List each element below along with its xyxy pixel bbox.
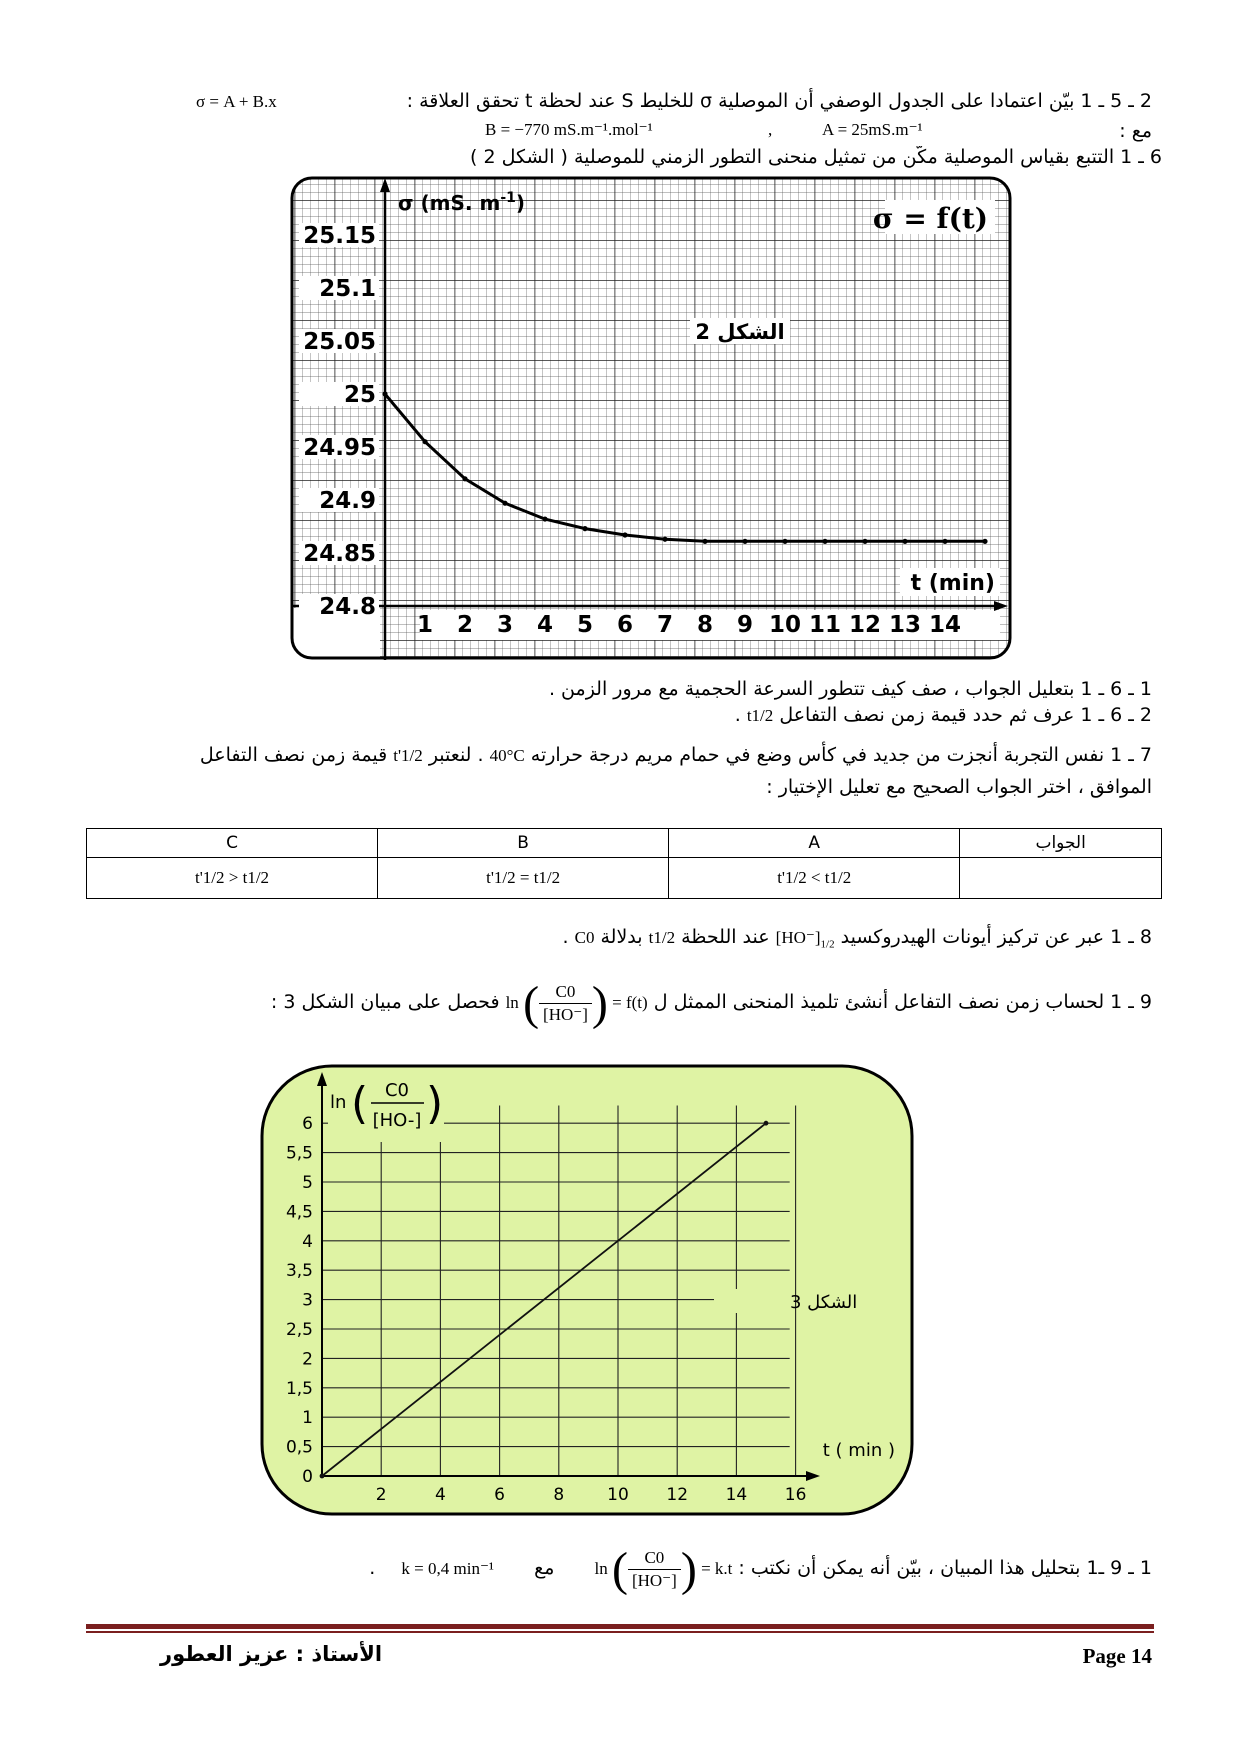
fig3-ytick-label: 5,5 bbox=[285, 1143, 313, 1164]
fig2-xtick-label: 1 bbox=[416, 612, 434, 638]
fig3-caption: الشكل 3 bbox=[790, 1292, 858, 1313]
q1-6-2 bbox=[735, 704, 1152, 726]
figure-2 bbox=[290, 176, 1012, 660]
fig2-ytick-label: 25.05 bbox=[303, 329, 376, 355]
table-cell-c: t'1/2 > t1/2 bbox=[87, 858, 378, 899]
q1-9-1-text: 1 ـ 9 ـ1 بتحليل هذا المبيان ، بيّن أنه يمكن أن نكتب : bbox=[738, 1557, 1152, 1579]
q2-5-1-with-label: مع : bbox=[1119, 120, 1152, 142]
q2-5-1-text: 2 ـ 5 ـ 1 بيّن اعتمادا على الجدول الوصفي أن الموصلية σ للخليط S عند لحظة t تحقق العلاقة : bbox=[406, 90, 1152, 112]
fig3-ylabel bbox=[328, 1074, 444, 1142]
answer-table bbox=[86, 828, 1162, 899]
q1-6-2-sym: t1/2 bbox=[746, 706, 774, 725]
fig3-ytick-label: 3 bbox=[302, 1290, 313, 1311]
fig2-ytick-label: 24.9 bbox=[319, 488, 376, 514]
fig2-xtick-label: 6 bbox=[616, 612, 634, 638]
q1-9-text-a: 9 ـ 1 لحساب زمن نصف التفاعل أنشئ تلميذ المنحنى الممثل ل bbox=[653, 991, 1152, 1013]
q1-6-intro: 6 ـ 1 التتبع بقياس الموصلية مكّن من تمثيل منحنى التطور الزمني للموصلية ( الشكل 2 ) bbox=[470, 146, 1162, 168]
q1-9 bbox=[271, 972, 1152, 1033]
table-header-b: B bbox=[378, 829, 669, 858]
fig2-data-point bbox=[982, 539, 987, 544]
fig2-xtick-label: 11 bbox=[808, 612, 842, 638]
fig2-xtick-label: 2 bbox=[456, 612, 474, 638]
fig2-xlabel: t (min) bbox=[910, 571, 995, 596]
footer-rule-thick bbox=[86, 1624, 1154, 1629]
fig2-ytick-label: 25.1 bbox=[319, 276, 376, 302]
table-header-a: A bbox=[669, 829, 960, 858]
q1-7-text-a: 7 ـ 1 نفس التجربة أنجزت من جديد في كأس وضع في حمام مريم درجة حرارته bbox=[530, 744, 1152, 766]
q2-5-1-separator: , bbox=[768, 120, 773, 139]
fig3-ytick-label: 3,5 bbox=[285, 1261, 313, 1282]
fig3-xtick-label: 10 bbox=[607, 1485, 629, 1505]
fig2-ytick-label: 25.15 bbox=[303, 223, 376, 249]
fig2-ytick-label: 25 bbox=[343, 382, 376, 408]
fig2-data-point bbox=[822, 539, 827, 544]
q1-8 bbox=[563, 926, 1152, 950]
fig3-ytick-label: 4,5 bbox=[285, 1202, 313, 1223]
fig3-ytick-label: 2 bbox=[302, 1349, 313, 1370]
q1-9-formula: ln ( $\frac{C0}{[HO^-]}$ ) = f(t) bbox=[505, 976, 648, 1030]
q1-6-2-text: 2 ـ 6 ـ 1 عرف ثم حدد قيمة زمن نصف التفاعل bbox=[779, 704, 1152, 726]
fig2-data-point bbox=[462, 476, 467, 481]
fig3-ytick-label: 2,5 bbox=[285, 1320, 313, 1340]
fig2-data-point bbox=[782, 539, 787, 544]
q1-9-1-with: مع bbox=[534, 1557, 555, 1579]
fig3-xtick-label: 16 bbox=[784, 1485, 807, 1505]
fig2-xtick-label: 3 bbox=[496, 612, 514, 638]
fig2-data-point bbox=[422, 439, 427, 444]
fig2-xtick-label: 8 bbox=[696, 612, 714, 638]
fig3-ytick-label: 6 bbox=[302, 1114, 313, 1135]
footer-teacher: الأستاذ : عزيز العطور bbox=[160, 1642, 383, 1666]
q1-7-sym: t'1/2 bbox=[393, 746, 423, 765]
fig2-data-point bbox=[862, 539, 867, 544]
fig3-ytick-label: 1 bbox=[302, 1408, 313, 1429]
svg-text:ln: ln bbox=[330, 1092, 347, 1113]
fig3-xtick-label: 14 bbox=[725, 1485, 748, 1505]
q1-9-text-b: فحصل على مبيان الشكل 3 : bbox=[270, 991, 500, 1013]
fig2-data-point bbox=[902, 539, 907, 544]
fig2-data-point bbox=[702, 539, 707, 544]
svg-text:[HO-]: [HO-] bbox=[372, 1110, 422, 1131]
fig2-data-point bbox=[542, 516, 547, 521]
fig2-data-point bbox=[942, 539, 947, 544]
svg-text:C0: C0 bbox=[384, 1080, 410, 1101]
fig3-data-point bbox=[764, 1121, 769, 1126]
fig2-ytick-label: 24.85 bbox=[303, 541, 376, 567]
q1-8-sym: t1/2 bbox=[648, 928, 676, 947]
q2-5-1-formula: σ = A + B.x bbox=[196, 92, 277, 111]
q1-8-end: . bbox=[562, 926, 569, 948]
fig2-formula: σ = f(t) bbox=[872, 202, 988, 235]
fig2-data-point bbox=[622, 532, 627, 537]
fig2-data-point bbox=[742, 539, 747, 544]
fig3-ytick-label: 1,5 bbox=[285, 1378, 313, 1399]
q1-9-1-formula: ln ( $\frac{C0}{[HO^-]}$ ) = k.t bbox=[594, 1542, 733, 1596]
svg-text:(: ( bbox=[351, 1078, 369, 1129]
q1-7-line2: الموافق ، اختر الجواب الصحيح مع تعليل الإختيار : bbox=[766, 776, 1152, 798]
fig2-caption: الشكل 2 bbox=[695, 320, 785, 344]
fig2-xtick-label: 5 bbox=[576, 612, 594, 638]
table-cell-b: t'1/2 = t1/2 bbox=[378, 858, 669, 899]
fig2-xtick-label: 10 bbox=[768, 612, 802, 638]
svg-text:): ) bbox=[426, 1078, 444, 1129]
table-header-answer: الجواب bbox=[960, 829, 1162, 858]
q1-9-1-k: k = 0,4 min⁻¹ bbox=[401, 1559, 495, 1578]
fig3-xtick-label: 4 bbox=[434, 1485, 446, 1505]
fig3-ytick-label: 5 bbox=[302, 1173, 313, 1193]
fig3-xtick-label: 6 bbox=[494, 1485, 506, 1505]
q1-6-1-text: 1 ـ 6 ـ 1 بتعليل الجواب ، صف كيف تتطور السرعة الحجمية مع مرور الزمن . bbox=[548, 678, 1152, 700]
q1-9-1 bbox=[369, 1538, 1152, 1599]
q1-9-1-end: . bbox=[369, 1557, 376, 1579]
q1-8-conc: $[HO^-]_{1/2}$ bbox=[775, 928, 835, 951]
q1-6-2-end: . bbox=[734, 704, 741, 726]
q1-8-text-c: بدلالة bbox=[600, 926, 643, 948]
footer-rule-thin bbox=[86, 1631, 1154, 1633]
q1-8-c0: C0 bbox=[574, 928, 595, 947]
fig2-data-point bbox=[582, 526, 587, 531]
q1-7-line1 bbox=[200, 744, 1152, 766]
fig2-xtick-label: 14 bbox=[928, 612, 962, 638]
fig3-xtick-label: 8 bbox=[553, 1485, 565, 1505]
fig3-xtick-label: 12 bbox=[666, 1485, 689, 1505]
fig2-ytick-label: 24.95 bbox=[303, 435, 376, 461]
fig2-data-point bbox=[502, 501, 507, 506]
fig2-xtick-label: 9 bbox=[736, 612, 754, 638]
q2-5-1-b-value: B = −770 mS.m⁻¹.mol⁻¹ bbox=[485, 120, 653, 139]
fig3-data-point bbox=[320, 1474, 325, 1479]
fig2-xtick-label: 4 bbox=[536, 612, 554, 638]
fig3-xlabel: t ( min ) bbox=[822, 1440, 895, 1461]
fig3-ytick-label: 0,5 bbox=[285, 1437, 313, 1458]
fig2-xtick-label: 13 bbox=[888, 612, 922, 638]
fig2-xtick-label: 7 bbox=[656, 612, 674, 638]
fig2-data-point bbox=[382, 391, 387, 396]
q1-7-temp: 40°C bbox=[489, 746, 525, 765]
q1-7-text-b: . لنعتبر bbox=[428, 744, 484, 766]
q1-7-text-c: قيمة زمن نصف التفاعل bbox=[199, 744, 388, 766]
table-cell-a: t'1/2 < t1/2 bbox=[669, 858, 960, 899]
fig3-ytick-label: 0 bbox=[302, 1467, 313, 1487]
footer-page-number: Page 14 bbox=[1082, 1644, 1152, 1668]
q2-5-1-a-value: A = 25mS.m⁻¹ bbox=[822, 120, 923, 139]
fig3-ytick-label: 4 bbox=[302, 1231, 313, 1252]
table-header-c: C bbox=[87, 829, 378, 858]
table-cell-answer[interactable] bbox=[960, 858, 1162, 899]
figure-3 bbox=[256, 1060, 916, 1520]
fig2-ytick-label: 24.8 bbox=[319, 594, 376, 620]
q1-8-text-a: 8 ـ 1 عبر عن تركيز أيونات الهيدروكسيد bbox=[840, 926, 1152, 948]
fig2-xtick-label: 12 bbox=[848, 612, 882, 638]
fig2-data-point bbox=[662, 537, 667, 542]
fig2-ylabel: σ (mS. $m^{-1}$) bbox=[398, 190, 526, 215]
fig3-xtick-label: 2 bbox=[375, 1485, 387, 1505]
q1-8-text-b: عند اللحظة bbox=[681, 926, 770, 948]
